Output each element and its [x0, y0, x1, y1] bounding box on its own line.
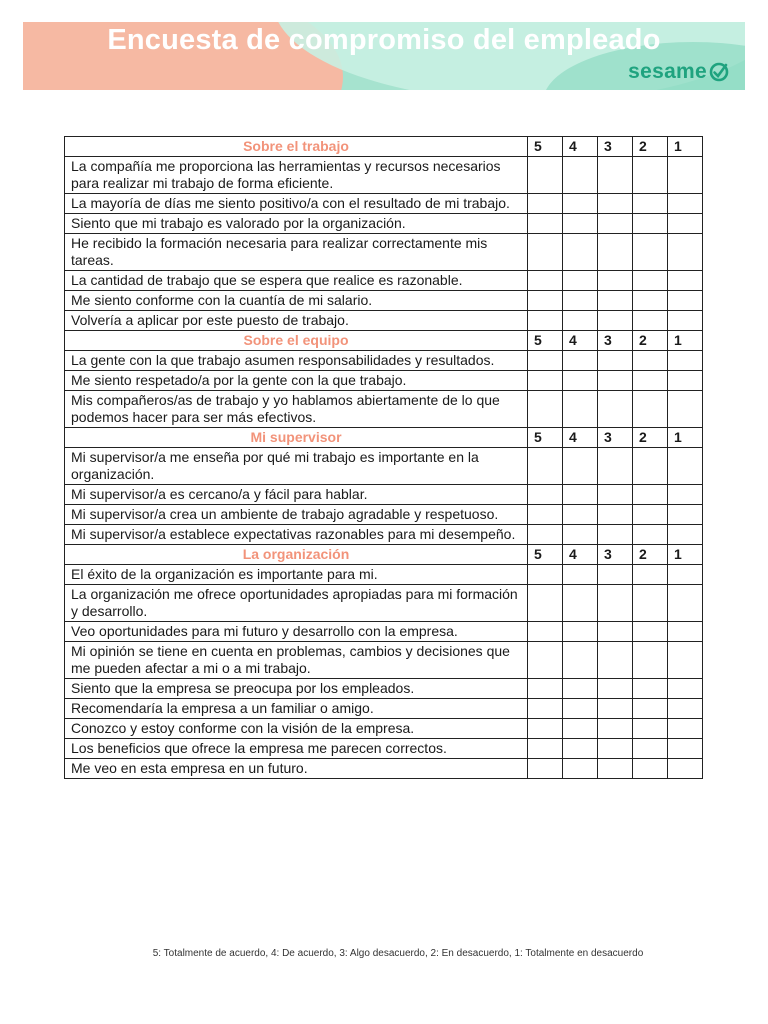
rating-cell-3[interactable]	[598, 719, 633, 739]
scale-header: 5	[528, 428, 563, 448]
rating-cell-2[interactable]	[633, 271, 668, 291]
rating-cell-1[interactable]	[668, 194, 703, 214]
rating-cell-3[interactable]	[598, 759, 633, 779]
rating-cell-4[interactable]	[563, 505, 598, 525]
question-text: La compañía me proporciona las herramientas y recursos necesarios para realizar mi trabajo de forma eficiente.	[65, 157, 528, 194]
rating-cell-5[interactable]	[528, 291, 563, 311]
rating-cell-4[interactable]	[563, 391, 598, 428]
rating-cell-1[interactable]	[668, 622, 703, 642]
rating-cell-5[interactable]	[528, 642, 563, 679]
rating-cell-2[interactable]	[633, 642, 668, 679]
section-title: Sobre el equipo	[65, 331, 528, 351]
rating-cell-2[interactable]	[633, 311, 668, 331]
question-text: Siento que mi trabajo es valorado por la organización.	[65, 214, 528, 234]
rating-cell-1[interactable]	[668, 759, 703, 779]
check-circle-icon	[709, 62, 729, 82]
scale-header: 1	[668, 137, 703, 157]
rating-cell-4[interactable]	[563, 642, 598, 679]
sesame-logo	[628, 60, 729, 84]
question-row	[65, 271, 703, 291]
rating-cell-1[interactable]	[668, 505, 703, 525]
question-row	[65, 311, 703, 331]
header-banner	[23, 22, 745, 90]
rating-cell-1[interactable]	[668, 485, 703, 505]
question-text: Me siento conforme con la cuantía de mi salario.	[65, 291, 528, 311]
rating-cell-1[interactable]	[668, 351, 703, 371]
scale-header: 1	[668, 545, 703, 565]
rating-cell-3[interactable]	[598, 622, 633, 642]
rating-cell-1[interactable]	[668, 157, 703, 194]
rating-cell-1[interactable]	[668, 371, 703, 391]
scale-header: 2	[633, 545, 668, 565]
rating-cell-1[interactable]	[668, 525, 703, 545]
question-row	[65, 234, 703, 271]
rating-cell-4[interactable]	[563, 585, 598, 622]
question-row	[65, 485, 703, 505]
section-header-row	[65, 331, 703, 351]
rating-cell-1[interactable]	[668, 234, 703, 271]
rating-cell-4[interactable]	[563, 371, 598, 391]
question-text: Siento que la empresa se preocupa por los empleados.	[65, 679, 528, 699]
question-row	[65, 391, 703, 428]
rating-cell-3[interactable]	[598, 291, 633, 311]
rating-cell-3[interactable]	[598, 525, 633, 545]
rating-cell-3[interactable]	[598, 699, 633, 719]
rating-cell-5[interactable]	[528, 448, 563, 485]
rating-cell-1[interactable]	[668, 214, 703, 234]
scale-header: 3	[598, 545, 633, 565]
question-text: La organización me ofrece oportunidades apropiadas para mi formación y desarrollo.	[65, 585, 528, 622]
question-text: Los beneficios que ofrece la empresa me parecen correctos.	[65, 739, 528, 759]
scale-header: 4	[563, 137, 598, 157]
question-row	[65, 679, 703, 699]
rating-cell-1[interactable]	[668, 448, 703, 485]
rating-cell-2[interactable]	[633, 699, 668, 719]
rating-cell-1[interactable]	[668, 291, 703, 311]
question-text: Volvería a aplicar por este puesto de trabajo.	[65, 311, 528, 331]
section-header-row	[65, 428, 703, 448]
rating-legend: 5: Totalmente de acuerdo, 4: De acuerdo, 3: Algo desacuerdo, 2: En desacuerdo, 1: Totalmente en desacuerdo	[152, 948, 644, 959]
scale-header: 4	[563, 331, 598, 351]
rating-cell-5[interactable]	[528, 759, 563, 779]
rating-cell-5[interactable]	[528, 311, 563, 331]
rating-cell-4[interactable]	[563, 719, 598, 739]
rating-cell-1[interactable]	[668, 739, 703, 759]
scale-header: 5	[528, 137, 563, 157]
rating-cell-1[interactable]	[668, 391, 703, 428]
scale-header: 3	[598, 428, 633, 448]
rating-cell-4[interactable]	[563, 291, 598, 311]
rating-cell-4[interactable]	[563, 271, 598, 291]
rating-cell-3[interactable]	[598, 391, 633, 428]
scale-header: 4	[563, 428, 598, 448]
rating-cell-4[interactable]	[563, 699, 598, 719]
logo-text: sesame	[628, 60, 707, 83]
rating-cell-5[interactable]	[528, 485, 563, 505]
rating-cell-4[interactable]	[563, 565, 598, 585]
question-row	[65, 642, 703, 679]
rating-cell-2[interactable]	[633, 291, 668, 311]
question-row	[65, 525, 703, 545]
question-row	[65, 622, 703, 642]
question-row	[65, 759, 703, 779]
rating-cell-3[interactable]	[598, 194, 633, 214]
scale-header: 2	[633, 331, 668, 351]
scale-header: 5	[528, 545, 563, 565]
question-text: Mi supervisor/a me enseña por qué mi trabajo es importante en la organización.	[65, 448, 528, 485]
question-text: La cantidad de trabajo que se espera que realice es razonable.	[65, 271, 528, 291]
page-title: Encuesta de compromiso del empleado	[107, 24, 661, 56]
question-text: Mis compañeros/as de trabajo y yo hablamos abiertamente de lo que podemos hacer para ser más efectivos.	[65, 391, 528, 428]
rating-cell-2[interactable]	[633, 622, 668, 642]
section-title: La organización	[65, 545, 528, 565]
rating-cell-2[interactable]	[633, 679, 668, 699]
question-text: La mayoría de días me siento positivo/a con el resultado de mi trabajo.	[65, 194, 528, 214]
question-row	[65, 505, 703, 525]
rating-cell-2[interactable]	[633, 234, 668, 271]
rating-cell-4[interactable]	[563, 525, 598, 545]
rating-cell-2[interactable]	[633, 448, 668, 485]
question-text: Mi opinión se tiene en cuenta en problemas, cambios y decisiones que me pueden afectar a mi o a mi trabajo.	[65, 642, 528, 679]
scale-header: 1	[668, 331, 703, 351]
question-text: Conozco y estoy conforme con la visión de la empresa.	[65, 719, 528, 739]
rating-cell-1[interactable]	[668, 271, 703, 291]
scale-header: 5	[528, 331, 563, 351]
question-text: He recibido la formación necesaria para realizar correctamente mis tareas.	[65, 234, 528, 271]
rating-cell-4[interactable]	[563, 485, 598, 505]
rating-cell-3[interactable]	[598, 642, 633, 679]
rating-cell-2[interactable]	[633, 759, 668, 779]
rating-cell-3[interactable]	[598, 679, 633, 699]
question-text: Mi supervisor/a es cercano/a y fácil para hablar.	[65, 485, 528, 505]
rating-cell-4[interactable]	[563, 622, 598, 642]
question-row	[65, 585, 703, 622]
rating-cell-5[interactable]	[528, 505, 563, 525]
rating-cell-4[interactable]	[563, 448, 598, 485]
rating-cell-2[interactable]	[633, 371, 668, 391]
question-text: Mi supervisor/a crea un ambiente de trabajo agradable y respetuoso.	[65, 505, 528, 525]
rating-cell-2[interactable]	[633, 214, 668, 234]
rating-cell-4[interactable]	[563, 311, 598, 331]
rating-cell-2[interactable]	[633, 525, 668, 545]
scale-header: 3	[598, 331, 633, 351]
rating-cell-4[interactable]	[563, 194, 598, 214]
rating-cell-3[interactable]	[598, 485, 633, 505]
rating-cell-3[interactable]	[598, 214, 633, 234]
rating-cell-3[interactable]	[598, 271, 633, 291]
rating-cell-3[interactable]	[598, 565, 633, 585]
rating-cell-2[interactable]	[633, 565, 668, 585]
rating-cell-5[interactable]	[528, 699, 563, 719]
rating-cell-2[interactable]	[633, 194, 668, 214]
rating-cell-2[interactable]	[633, 739, 668, 759]
rating-cell-3[interactable]	[598, 157, 633, 194]
rating-cell-1[interactable]	[668, 642, 703, 679]
rating-cell-3[interactable]	[598, 311, 633, 331]
scale-header: 1	[668, 428, 703, 448]
rating-cell-1[interactable]	[668, 585, 703, 622]
rating-cell-3[interactable]	[598, 234, 633, 271]
rating-cell-2[interactable]	[633, 719, 668, 739]
rating-cell-2[interactable]	[633, 485, 668, 505]
rating-cell-2[interactable]	[633, 391, 668, 428]
rating-cell-5[interactable]	[528, 234, 563, 271]
rating-cell-1[interactable]	[668, 679, 703, 699]
rating-cell-5[interactable]	[528, 622, 563, 642]
rating-cell-1[interactable]	[668, 719, 703, 739]
question-text: Me siento respetado/a por la gente con la que trabajo.	[65, 371, 528, 391]
question-row	[65, 194, 703, 214]
rating-cell-3[interactable]	[598, 371, 633, 391]
question-text: Me veo en esta empresa en un futuro.	[65, 759, 528, 779]
section-header-row	[65, 137, 703, 157]
scale-header: 2	[633, 137, 668, 157]
rating-cell-5[interactable]	[528, 271, 563, 291]
survey-table	[64, 136, 703, 779]
question-row	[65, 699, 703, 719]
rating-cell-4[interactable]	[563, 157, 598, 194]
rating-cell-3[interactable]	[598, 505, 633, 525]
rating-cell-5[interactable]	[528, 351, 563, 371]
rating-cell-5[interactable]	[528, 679, 563, 699]
rating-cell-5[interactable]	[528, 719, 563, 739]
scale-header: 3	[598, 137, 633, 157]
rating-cell-5[interactable]	[528, 525, 563, 545]
rating-cell-5[interactable]	[528, 585, 563, 622]
section-title: Mi supervisor	[65, 428, 528, 448]
question-text: Veo oportunidades para mi futuro y desarrollo con la empresa.	[65, 622, 528, 642]
rating-cell-4[interactable]	[563, 759, 598, 779]
rating-cell-5[interactable]	[528, 391, 563, 428]
rating-cell-3[interactable]	[598, 585, 633, 622]
scale-header: 2	[633, 428, 668, 448]
question-row	[65, 448, 703, 485]
question-row	[65, 719, 703, 739]
rating-cell-5[interactable]	[528, 371, 563, 391]
question-text: La gente con la que trabajo asumen responsabilidades y resultados.	[65, 351, 528, 371]
section-header-row	[65, 545, 703, 565]
rating-cell-1[interactable]	[668, 699, 703, 719]
rating-cell-4[interactable]	[563, 739, 598, 759]
rating-cell-4[interactable]	[563, 679, 598, 699]
question-row	[65, 371, 703, 391]
rating-cell-2[interactable]	[633, 157, 668, 194]
question-row	[65, 157, 703, 194]
rating-cell-2[interactable]	[633, 351, 668, 371]
question-row	[65, 291, 703, 311]
rating-cell-3[interactable]	[598, 739, 633, 759]
question-text: El éxito de la organización es importante para mi.	[65, 565, 528, 585]
rating-cell-1[interactable]	[668, 565, 703, 585]
rating-cell-1[interactable]	[668, 311, 703, 331]
rating-cell-3[interactable]	[598, 448, 633, 485]
rating-cell-5[interactable]	[528, 214, 563, 234]
rating-cell-2[interactable]	[633, 505, 668, 525]
rating-cell-5[interactable]	[528, 157, 563, 194]
rating-cell-4[interactable]	[563, 351, 598, 371]
rating-cell-2[interactable]	[633, 585, 668, 622]
question-row	[65, 214, 703, 234]
question-text: Mi supervisor/a establece expectativas razonables para mi desempeño.	[65, 525, 528, 545]
question-row	[65, 565, 703, 585]
section-title: Sobre el trabajo	[65, 137, 528, 157]
question-row	[65, 351, 703, 371]
question-text: Recomendaría la empresa a un familiar o amigo.	[65, 699, 528, 719]
rating-cell-4[interactable]	[563, 234, 598, 271]
rating-cell-5[interactable]	[528, 739, 563, 759]
question-row	[65, 739, 703, 759]
rating-cell-3[interactable]	[598, 351, 633, 371]
rating-cell-4[interactable]	[563, 214, 598, 234]
scale-header: 4	[563, 545, 598, 565]
rating-cell-5[interactable]	[528, 565, 563, 585]
rating-cell-5[interactable]	[528, 194, 563, 214]
